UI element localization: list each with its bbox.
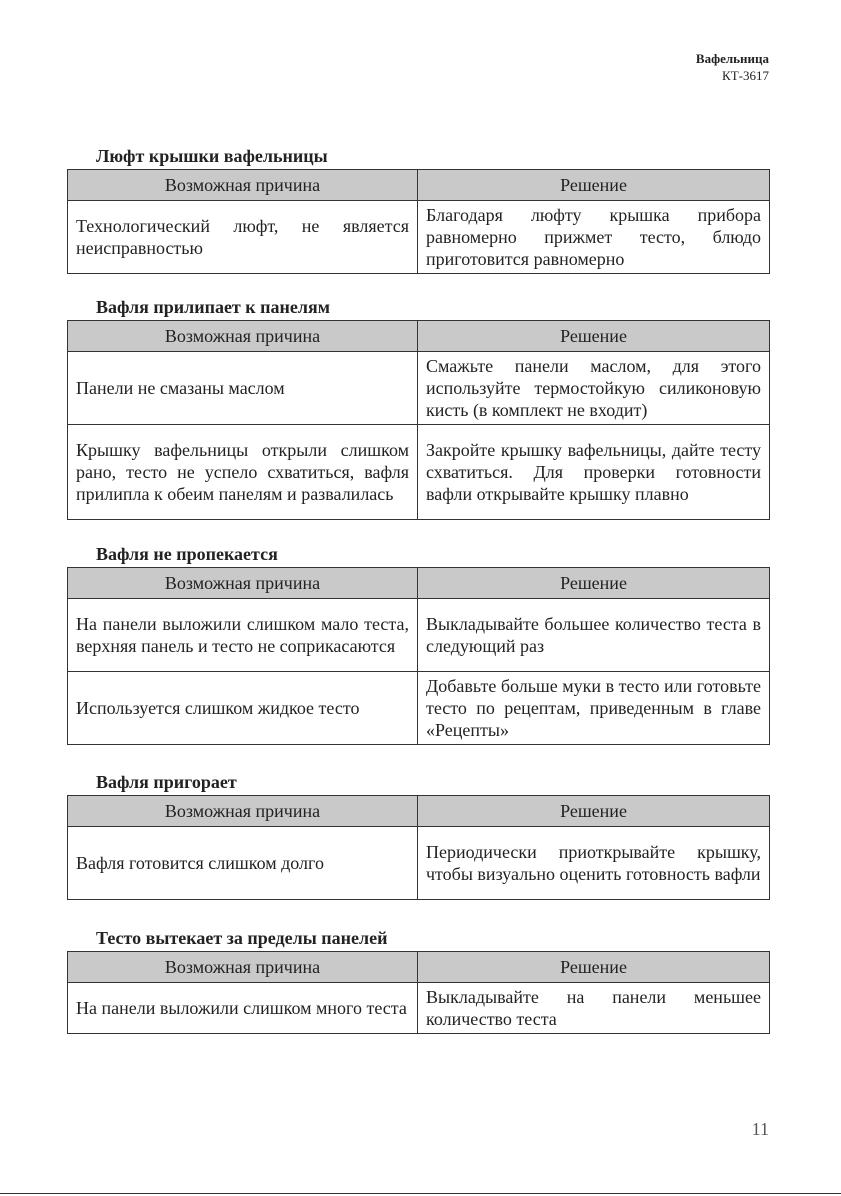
column-header-solution: Решение [418, 796, 770, 827]
table-header-row [68, 796, 770, 827]
troubleshooting-table [67, 795, 770, 900]
column-header-cause: Возможная причина [68, 568, 418, 599]
table-row [68, 827, 770, 900]
column-header-cause: Возможная причина [68, 952, 418, 983]
troubleshooting-table [67, 567, 770, 745]
section-title: Вафля не пропекается [96, 544, 278, 564]
product-model: КТ-3617 [722, 68, 769, 83]
table-row [68, 425, 770, 520]
column-header-solution: Решение [418, 952, 770, 983]
cause-cell: На панели выложили слишком мало теста, верхняя панель и тесто не соприкасаются [68, 599, 418, 672]
table-row [68, 352, 770, 425]
solution-cell: Закройте крышку вафельницы, дайте тесту схватиться. Для проверки готовности вафли открывайте крышку плавно [418, 425, 770, 520]
solution-cell: Благодаря люфту крышка прибора равномерно прижмет тесто, блюдо приготовится равномерно [418, 201, 770, 274]
troubleshooting-section [67, 543, 769, 745]
troubleshooting-content [67, 145, 769, 1056]
section-title: Тесто вытекает за пределы панелей [96, 928, 388, 948]
table-row [68, 599, 770, 672]
cause-cell: Крышку вафельницы открыли слишком рано, тесто не успело схватиться, вафля прилипла к обеим панелям и развалилась [68, 425, 418, 520]
table-row [68, 201, 770, 274]
table-header-row [68, 321, 770, 352]
table-header-row [68, 170, 770, 201]
product-title: Вафельница [695, 51, 769, 66]
troubleshooting-table [67, 169, 770, 274]
cause-cell: Вафля готовится слишком долго [68, 827, 418, 900]
solution-cell: Смажьте панели маслом, для этого используйте термостойкую силиконовую кисть (в комплект не входит) [418, 352, 770, 425]
table-header-row [68, 568, 770, 599]
troubleshooting-section [67, 771, 769, 900]
cause-cell: Технологический люфт, не является неисправностью [68, 201, 418, 274]
troubleshooting-table [67, 951, 770, 1034]
page-header [696, 50, 769, 84]
solution-cell: Периодически приоткрывайте крышку, чтобы визуально оценить готовность вафли [418, 827, 770, 900]
troubleshooting-section [67, 145, 769, 274]
column-header-cause: Возможная причина [68, 170, 418, 201]
section-title: Вафля прилипает к панелям [96, 297, 330, 317]
solution-cell: Добавьте больше муки в тесто или готовьте тесто по рецептам, приведенным в главе «Рецепты» [418, 672, 770, 745]
column-header-solution: Решение [418, 568, 770, 599]
column-header-cause: Возможная причина [68, 321, 418, 352]
table-header-row [68, 952, 770, 983]
table-row [68, 983, 770, 1034]
troubleshooting-section [67, 296, 769, 520]
table-row [68, 672, 770, 745]
section-title: Люфт крышки вафельницы [96, 146, 328, 166]
column-header-solution: Решение [418, 170, 770, 201]
footer-divider [0, 1193, 841, 1194]
cause-cell: Используется слишком жидкое тесто [68, 672, 418, 745]
column-header-cause: Возможная причина [68, 796, 418, 827]
cause-cell: Панели не смазаны маслом [68, 352, 418, 425]
cause-cell: На панели выложили слишком много теста [68, 983, 418, 1034]
section-title: Вафля пригорает [96, 772, 237, 792]
solution-cell: Выкладывайте на панели меньшее количество теста [418, 983, 770, 1034]
troubleshooting-table [67, 320, 770, 520]
column-header-solution: Решение [418, 321, 770, 352]
page-number: 11 [751, 1119, 769, 1139]
solution-cell: Выкладывайте большее количество теста в следующий раз [418, 599, 770, 672]
troubleshooting-section [67, 927, 769, 1034]
